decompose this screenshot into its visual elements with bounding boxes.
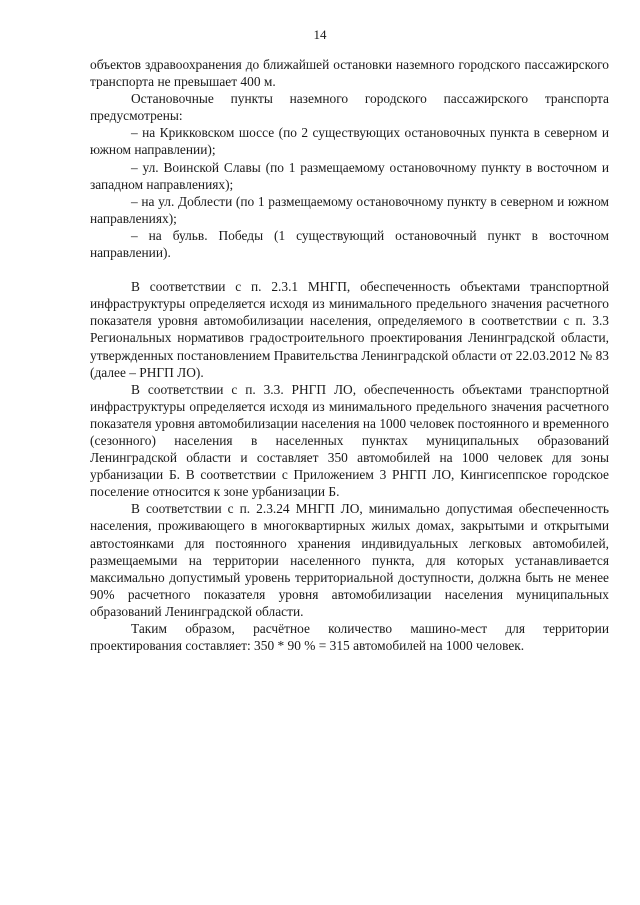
list-item-pobedy: – на бульв. Победы (1 существующий остановочный пункт в восточном направлении). xyxy=(90,227,609,261)
list-item-krikkovskoe: – на Крикковском шоссе (по 2 существующих остановочных пункта в северном и южном направлении); xyxy=(90,125,609,158)
paragraph-mngp-2-3-1: В соответствии с п. 2.3.1 МНГП, обеспеченность объектами транспортной инфраструктуры определяется исходя из минимального предельного значения расчетного показателя уровня автомобилизации населения, определяемого в соответствии с п. 3.3 Региональных нормативов градостроительного проектирования Ленинградской области, утвержденных постановлением Правительства Ленинградской области от 22.03.2012 № 83 (далее – РНГП ЛО). xyxy=(90,279,609,380)
list-item-doblesti: – на ул. Доблести (по 1 размещаемому остановочному пункту в северном и южном направлениях); xyxy=(90,193,609,226)
paragraph-stops-intro: Остановочные пункты наземного городского пассажирского транспорта предусмотрены: xyxy=(90,91,609,124)
document-body xyxy=(90,56,609,654)
paragraph-rngp-3-3: В соответствии с п. 3.3. РНГП ЛО, обеспеченность объектами транспортной инфраструктуры определяется исходя из минимального предельного значения расчетного показателя уровня автомобилизации населения на 1000 человек постоянного и временного (сезонного) населения в населенных пунктах муниципальных образований Ленинградской области и составляет 350 автомобилей на 1000 человек для зоны урбанизации Б. В соответствии с Приложением 3 РНГП ЛО, Кингисеппское городское поселение относится к зоне урбанизации Б. xyxy=(90,381,609,500)
page-number: 14 xyxy=(313,27,327,42)
paragraph-transport-distance: объектов здравоохранения до ближайшей остановки наземного городского пассажирского транспорта не превышает 400 м. xyxy=(90,57,609,90)
paragraph-mngp-2-3-24: В соответствии с п. 2.3.24 МНГП ЛО, минимально допустимая обеспеченность населения, проживающего в многоквартирных жилых домах, закрытыми и открытыми автостоянками для постоянного хранения индивидуальных легковых автомобилей, размещаемыми на территории населенного пункта, для которых устанавливается максимально допустимый уровень территориальной доступности, должна быть не менее 90% расчетного показателя уровня автомобилизации населения муниципальных образований Ленинградской области. xyxy=(90,501,609,619)
paragraph-conclusion: Таким образом, расчётное количество машино-мест для территории проектирования составляет: 350 * 90 % = 315 автомобилей на 1000 человек. xyxy=(90,621,609,654)
list-item-voinskoi-slavy: – ул. Воинской Славы (по 1 размещаемому остановочному пункту в восточном и западном направлениях); xyxy=(90,159,609,192)
